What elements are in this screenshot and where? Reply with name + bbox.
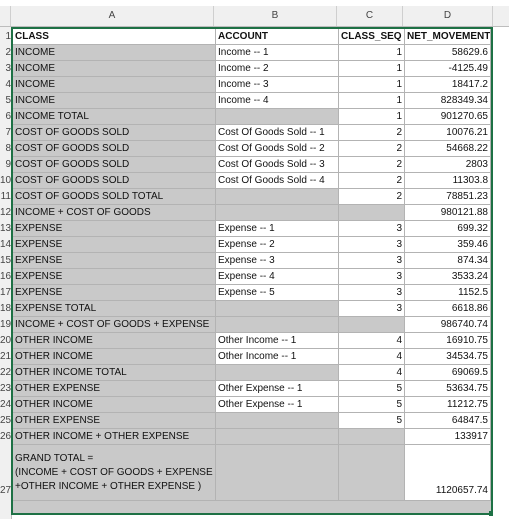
cell-net-movement[interactable]: 1152.5 xyxy=(405,285,491,301)
cell-net-movement[interactable]: 699.32 xyxy=(405,221,491,237)
table-row xyxy=(13,237,491,253)
cell-class-seq[interactable]: 2 xyxy=(339,173,405,189)
cell-class-seq[interactable]: 3 xyxy=(339,237,405,253)
cell-account[interactable]: Expense -- 3 xyxy=(216,253,339,269)
cell-account[interactable] xyxy=(216,413,339,429)
row-number[interactable]: 11 xyxy=(0,191,11,202)
cell-net-movement[interactable]: 359.46 xyxy=(405,237,491,253)
cell-account[interactable]: Cost Of Goods Sold -- 1 xyxy=(216,125,339,141)
row-number[interactable]: 7 xyxy=(5,127,11,138)
table-row xyxy=(13,381,491,397)
cell-net-movement[interactable]: 18417.2 xyxy=(405,77,491,93)
header-net-movement[interactable]: NET_MOVEMENT xyxy=(405,29,491,45)
cell-net-movement[interactable]: 10076.21 xyxy=(405,125,491,141)
cell-account[interactable]: Income -- 4 xyxy=(216,93,339,109)
table-row xyxy=(13,77,491,93)
cell-class[interactable]: INCOME + COST OF GOODS xyxy=(13,205,216,221)
cell-net-movement[interactable]: 34534.75 xyxy=(405,349,491,365)
cell-class-seq[interactable]: 3 xyxy=(339,221,405,237)
cell-account[interactable] xyxy=(216,109,339,125)
cell-class-seq[interactable]: 1 xyxy=(339,45,405,61)
row-number[interactable]: 1 xyxy=(5,31,11,42)
cell-account[interactable]: Expense -- 5 xyxy=(216,285,339,301)
row-number[interactable]: 8 xyxy=(5,143,11,154)
column-header-d[interactable]: D xyxy=(403,6,493,26)
cell-class-seq[interactable]: 4 xyxy=(339,349,405,365)
cell-net-movement[interactable]: 58629.6 xyxy=(405,45,491,61)
cell-class[interactable]: INCOME xyxy=(13,77,216,93)
table-row xyxy=(13,109,491,125)
table-row xyxy=(13,301,491,317)
cell-net-movement[interactable]: 901270.65 xyxy=(405,109,491,125)
cell-class[interactable]: INCOME xyxy=(13,45,216,61)
cell-account[interactable]: Other Expense -- 1 xyxy=(216,397,339,413)
table-row xyxy=(13,125,491,141)
row-number[interactable]: 24 xyxy=(0,399,12,410)
table-row xyxy=(13,269,491,285)
cell-net-movement[interactable]: 3533.24 xyxy=(405,269,491,285)
table-row xyxy=(13,285,491,301)
grand-total-account-cell[interactable] xyxy=(216,445,339,501)
cell-account[interactable] xyxy=(216,429,339,445)
row-number[interactable]: 2 xyxy=(5,47,11,58)
row-number[interactable]: 17 xyxy=(0,287,12,298)
cell-class-seq[interactable]: 5 xyxy=(339,397,405,413)
header-row xyxy=(13,29,491,45)
row-number[interactable]: 26 xyxy=(0,431,12,442)
cell-net-movement[interactable]: 64847.5 xyxy=(405,413,491,429)
cell-net-movement[interactable]: 54668.22 xyxy=(405,141,491,157)
column-header-c[interactable]: C xyxy=(337,6,403,26)
row-number[interactable]: 14 xyxy=(0,239,12,250)
row-number[interactable]: 23 xyxy=(0,383,12,394)
cell-net-movement[interactable]: 986740.74 xyxy=(405,317,491,333)
cell-class-seq[interactable]: 3 xyxy=(339,301,405,317)
cell-class[interactable]: INCOME TOTAL xyxy=(13,109,216,125)
cell-class[interactable]: OTHER EXPENSE xyxy=(13,381,216,397)
row-number[interactable]: 19 xyxy=(0,319,12,330)
row-number[interactable]: 27 xyxy=(0,485,12,496)
cell-account[interactable] xyxy=(216,365,339,381)
cell-net-movement[interactable]: 2803 xyxy=(405,157,491,173)
cell-class-seq[interactable]: 1 xyxy=(339,61,405,77)
row-number[interactable]: 18 xyxy=(0,303,12,314)
cell-class[interactable]: EXPENSE xyxy=(13,285,216,301)
cell-class-seq[interactable]: 3 xyxy=(339,269,405,285)
table-row xyxy=(13,157,491,173)
cell-net-movement[interactable]: 69069.5 xyxy=(405,365,491,381)
cell-class-seq[interactable]: 1 xyxy=(339,109,405,125)
sheet-margin xyxy=(493,27,509,519)
cell-account[interactable]: Expense -- 1 xyxy=(216,221,339,237)
column-header-a[interactable]: A xyxy=(11,6,214,26)
table-row xyxy=(13,413,491,429)
grand-total-line-3: +OTHER INCOME + OTHER EXPENSE ) xyxy=(15,481,202,492)
grand-total-line-1: GRAND TOTAL = xyxy=(15,453,94,464)
cell-class[interactable]: INCOME xyxy=(13,61,216,77)
cell-account[interactable]: Cost Of Goods Sold -- 4 xyxy=(216,173,339,189)
row-number[interactable]: 21 xyxy=(0,351,12,362)
row-number[interactable]: 5 xyxy=(5,95,11,106)
cell-class[interactable]: EXPENSE xyxy=(13,237,216,253)
grand-total-seq-cell[interactable] xyxy=(339,445,405,501)
row-number[interactable]: 25 xyxy=(0,415,12,426)
cell-class[interactable]: INCOME + COST OF GOODS + EXPENSE xyxy=(13,317,216,333)
cell-net-movement[interactable]: 874.34 xyxy=(405,253,491,269)
cell-class[interactable]: COST OF GOODS SOLD xyxy=(13,157,216,173)
table-row xyxy=(13,93,491,109)
cell-class-seq[interactable]: 1 xyxy=(339,77,405,93)
row-number[interactable]: 13 xyxy=(0,223,12,234)
cell-class[interactable]: COST OF GOODS SOLD TOTAL xyxy=(13,189,216,205)
table-row xyxy=(13,173,491,189)
cell-class[interactable]: COST OF GOODS SOLD xyxy=(13,141,216,157)
cell-account[interactable]: Expense -- 2 xyxy=(216,237,339,253)
row-number[interactable]: 15 xyxy=(0,255,12,266)
cell-account[interactable] xyxy=(216,189,339,205)
row-number[interactable]: 16 xyxy=(0,271,12,282)
cell-class[interactable]: EXPENSE xyxy=(13,253,216,269)
cell-account[interactable]: Expense -- 4 xyxy=(216,269,339,285)
cell-class[interactable]: INCOME xyxy=(13,93,216,109)
table-row xyxy=(13,349,491,365)
row-number[interactable]: 12 xyxy=(0,207,12,218)
cell-account[interactable] xyxy=(216,317,339,333)
table-row xyxy=(13,317,491,333)
table-row xyxy=(13,365,491,381)
selected-range[interactable] xyxy=(11,27,493,515)
cell-class[interactable]: OTHER INCOME xyxy=(13,333,216,349)
cell-class[interactable]: OTHER INCOME xyxy=(13,397,216,413)
table-row xyxy=(13,61,491,77)
cell-class-seq[interactable]: 5 xyxy=(339,381,405,397)
cell-account[interactable] xyxy=(216,205,339,221)
cell-class-seq[interactable]: 3 xyxy=(339,285,405,301)
cell-net-movement[interactable]: 828349.34 xyxy=(405,93,491,109)
row-number[interactable]: 9 xyxy=(5,159,11,170)
cell-class-seq[interactable] xyxy=(339,205,405,221)
cell-account[interactable]: Income -- 3 xyxy=(216,77,339,93)
table-row xyxy=(13,141,491,157)
table-row xyxy=(13,397,491,413)
cell-net-movement[interactable]: 6618.86 xyxy=(405,301,491,317)
cell-account[interactable]: Other Income -- 1 xyxy=(216,349,339,365)
table-row xyxy=(13,189,491,205)
cell-net-movement[interactable]: 78851.23 xyxy=(405,189,491,205)
cell-class[interactable]: OTHER INCOME TOTAL xyxy=(13,365,216,381)
grand-total-label-cell[interactable] xyxy=(13,445,216,501)
row-number[interactable]: 3 xyxy=(5,63,11,74)
column-header-row xyxy=(0,6,509,27)
grand-total-line-2: (INCOME + COST OF GOODS + EXPENSE xyxy=(15,467,213,478)
cell-account[interactable]: Cost Of Goods Sold -- 3 xyxy=(216,157,339,173)
cell-class-seq[interactable]: 2 xyxy=(339,189,405,205)
cell-class-seq[interactable]: 2 xyxy=(339,157,405,173)
cell-class[interactable]: OTHER EXPENSE xyxy=(13,413,216,429)
table-row xyxy=(13,429,491,445)
row-number[interactable]: 20 xyxy=(0,335,12,346)
cell-account[interactable]: Cost Of Goods Sold -- 2 xyxy=(216,141,339,157)
cell-account[interactable] xyxy=(216,301,339,317)
cell-net-movement[interactable]: -4125.49 xyxy=(405,61,491,77)
grand-total-net-cell[interactable]: 1120657.74 xyxy=(405,445,491,501)
cell-net-movement[interactable]: 11303.8 xyxy=(405,173,491,189)
header-account[interactable]: ACCOUNT xyxy=(216,29,339,45)
cell-class[interactable]: OTHER INCOME xyxy=(13,349,216,365)
cell-class-seq[interactable] xyxy=(339,429,405,445)
grand-total-row xyxy=(13,445,491,501)
cell-net-movement[interactable]: 980121.88 xyxy=(405,205,491,221)
table-row xyxy=(13,333,491,349)
cell-class-seq[interactable]: 5 xyxy=(339,413,405,429)
cell-class-seq[interactable]: 1 xyxy=(339,93,405,109)
cell-class[interactable]: OTHER INCOME + OTHER EXPENSE xyxy=(13,429,216,445)
header-class[interactable]: CLASS xyxy=(13,29,216,45)
cell-class-seq[interactable]: 4 xyxy=(339,365,405,381)
table-row xyxy=(13,45,491,61)
cell-class-seq[interactable]: 3 xyxy=(339,253,405,269)
cell-net-movement[interactable]: 11212.75 xyxy=(405,397,491,413)
cell-class-seq[interactable]: 2 xyxy=(339,125,405,141)
row-number[interactable]: 22 xyxy=(0,367,12,378)
table-row xyxy=(13,253,491,269)
cell-net-movement[interactable]: 133917 xyxy=(405,429,491,445)
row-number[interactable]: 6 xyxy=(5,111,11,122)
cell-class-seq[interactable]: 2 xyxy=(339,141,405,157)
cell-net-movement[interactable]: 16910.75 xyxy=(405,333,491,349)
row-number[interactable]: 10 xyxy=(0,175,12,186)
cell-class[interactable]: COST OF GOODS SOLD xyxy=(13,173,216,189)
cell-account[interactable]: Income -- 2 xyxy=(216,61,339,77)
cell-class[interactable]: EXPENSE xyxy=(13,221,216,237)
cell-class[interactable]: EXPENSE TOTAL xyxy=(13,301,216,317)
cell-class[interactable]: EXPENSE xyxy=(13,269,216,285)
cell-class-seq[interactable] xyxy=(339,317,405,333)
cell-class[interactable]: COST OF GOODS SOLD xyxy=(13,125,216,141)
row-number[interactable]: 4 xyxy=(5,79,11,90)
select-all-corner[interactable] xyxy=(0,6,11,26)
header-class-seq[interactable]: CLASS_SEQ xyxy=(339,29,405,45)
table-row xyxy=(13,205,491,221)
table-row xyxy=(13,221,491,237)
cell-class-seq[interactable]: 4 xyxy=(339,333,405,349)
cell-net-movement[interactable]: 53634.75 xyxy=(405,381,491,397)
cell-account[interactable]: Income -- 1 xyxy=(216,45,339,61)
cell-account[interactable]: Other Income -- 1 xyxy=(216,333,339,349)
column-header-b[interactable]: B xyxy=(214,6,337,26)
cell-account[interactable]: Other Expense -- 1 xyxy=(216,381,339,397)
